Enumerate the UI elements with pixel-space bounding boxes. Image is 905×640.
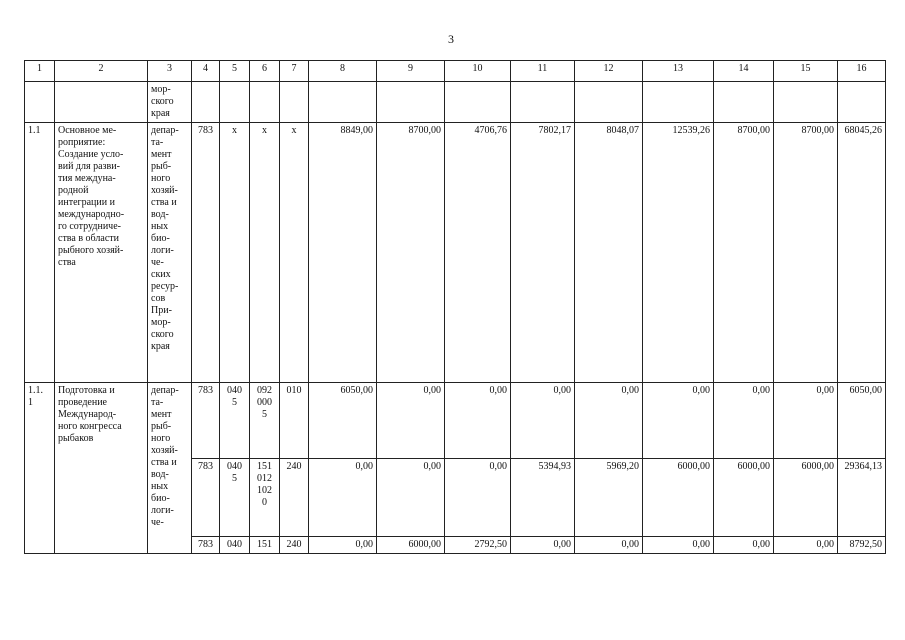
header-cell: 2 [55,61,148,82]
header-cell: 4 [192,61,220,82]
code-cell: 783 [192,537,220,554]
code-cell: 240 [280,537,309,554]
code-cell: 040 5 [220,383,250,459]
header-cell: 11 [511,61,575,82]
code-cell: 783 [192,383,220,459]
header-cell: 10 [445,61,511,82]
value-cell: 8792,50 [838,537,886,554]
value-cell: 8700,00 [714,123,774,383]
code-cell: x [280,123,309,383]
value-cell: 7802,17 [511,123,575,383]
value-cell: 29364,13 [838,459,886,537]
value-cell: 8700,00 [774,123,838,383]
header-cell: 16 [838,61,886,82]
value-cell: 0,00 [309,459,377,537]
header-cell: 13 [643,61,714,82]
value-cell: 0,00 [774,537,838,554]
activity-name: Основное ме- роприятие: Создание усло- вий для разви- тия междуна- родной интеграции и международно- го сотрудниче- ства в области рыбного хозяй- ства [55,123,148,383]
value-cell: 0,00 [575,383,643,459]
header-cell: 3 [148,61,192,82]
code-cell: 783 [192,459,220,537]
value-cell: 0,00 [643,383,714,459]
code-cell: 040 [220,537,250,554]
value-cell: 6000,00 [377,537,445,554]
value-cell: 0,00 [643,537,714,554]
code-cell: 783 [192,123,220,383]
value-cell: 0,00 [774,383,838,459]
table-row-1-1 [25,123,886,383]
value-cell: 4706,76 [445,123,511,383]
value-cell: 0,00 [377,383,445,459]
dept-cell: мор- ского края [148,82,192,123]
dept-cell: депар- та- мент рыб- ного хозяй- ства и вод- ных био- логи- че- [148,383,192,554]
header-cell: 5 [220,61,250,82]
code-cell: 040 5 [220,459,250,537]
dept-cell: депар- та- мент рыб- ного хозяй- ства и вод- ных био- логи- че- ских ресур- сов При- мор- ского края [148,123,192,383]
row-number: 1.1 [25,123,55,383]
code-cell: 151 012 102 0 [250,459,280,537]
table-row-1-1-1-a [25,383,886,459]
header-cell: 14 [714,61,774,82]
value-cell: 0,00 [445,459,511,537]
activity-name: Подготовка и проведение Международ- ного конгресса рыбаков [55,383,148,554]
value-cell: 8700,00 [377,123,445,383]
code-cell: x [250,123,280,383]
value-cell: 2792,50 [445,537,511,554]
header-cell: 12 [575,61,643,82]
code-cell: 151 [250,537,280,554]
value-cell: 68045,26 [838,123,886,383]
code-cell: 010 [280,383,309,459]
value-cell: 0,00 [309,537,377,554]
value-cell: 0,00 [511,537,575,554]
header-cell: 8 [309,61,377,82]
value-cell: 8048,07 [575,123,643,383]
value-cell: 6050,00 [309,383,377,459]
header-cell: 9 [377,61,445,82]
header-cell: 1 [25,61,55,82]
value-cell: 0,00 [377,459,445,537]
value-cell: 0,00 [714,537,774,554]
row-number: 1.1. 1 [25,383,55,554]
page-number: 3 [448,32,454,46]
header-cell: 15 [774,61,838,82]
value-cell: 0,00 [714,383,774,459]
value-cell: 0,00 [445,383,511,459]
value-cell: 8849,00 [309,123,377,383]
code-cell: x [220,123,250,383]
table-header-row [25,61,886,82]
value-cell: 0,00 [511,383,575,459]
code-cell: 240 [280,459,309,537]
header-cell: 6 [250,61,280,82]
code-cell: 092 000 5 [250,383,280,459]
header-cell: 7 [280,61,309,82]
value-cell: 6000,00 [774,459,838,537]
budget-table [24,60,886,554]
value-cell: 6050,00 [838,383,886,459]
value-cell: 6000,00 [643,459,714,537]
value-cell: 0,00 [575,537,643,554]
value-cell: 12539,26 [643,123,714,383]
table-row-continuation [25,82,886,123]
value-cell: 5394,93 [511,459,575,537]
value-cell: 6000,00 [714,459,774,537]
value-cell: 5969,20 [575,459,643,537]
